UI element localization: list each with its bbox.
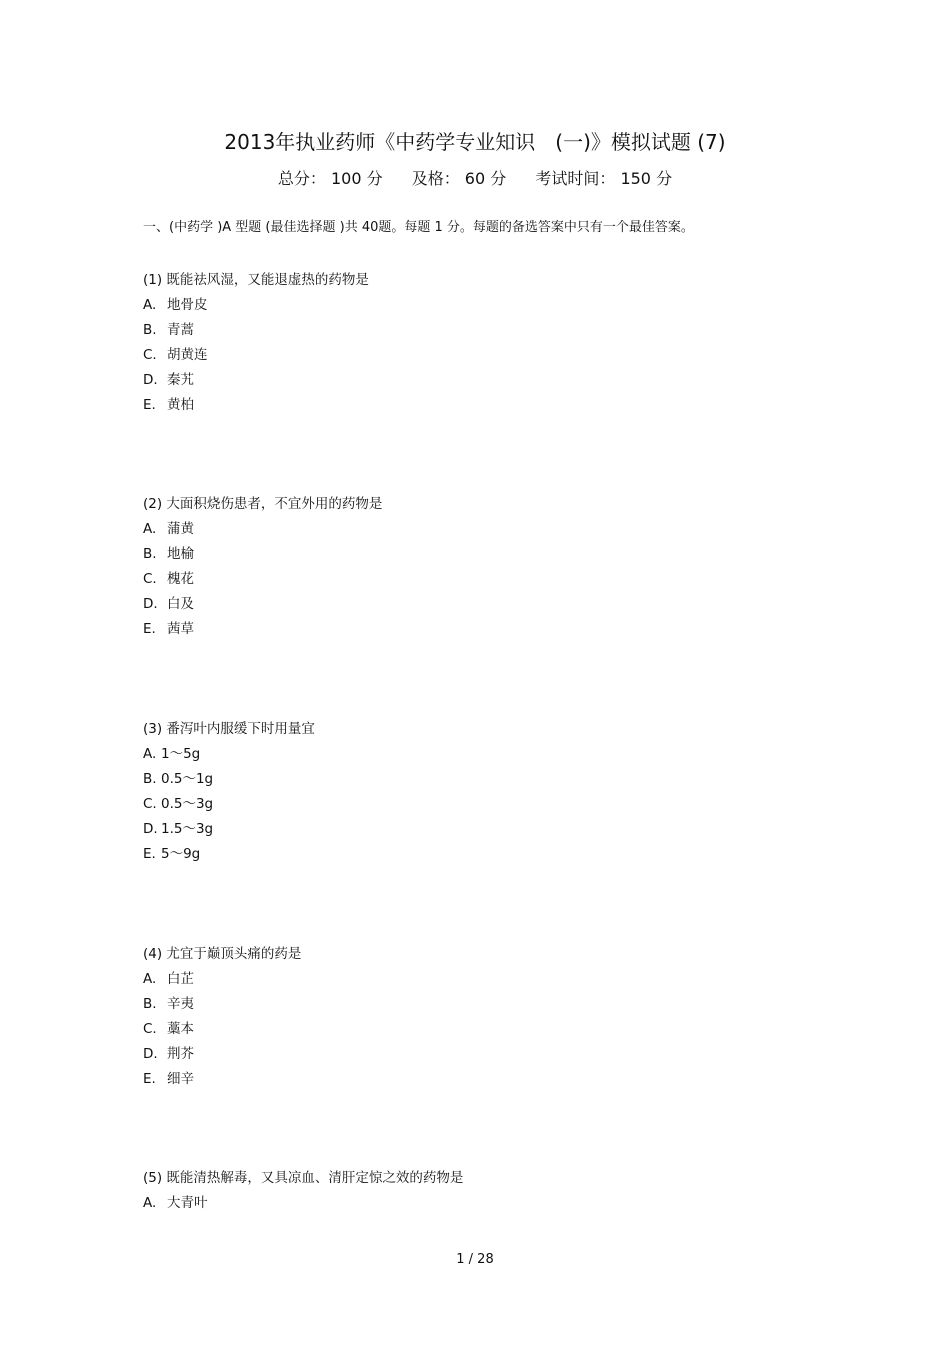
option-text: 青蒿 [167,322,194,338]
option-letter: B. [143,771,157,787]
option-text: 细辛 [167,1071,194,1087]
option-text: 辛夷 [167,996,194,1012]
option-e [143,617,843,642]
option-letter: C. [143,571,157,587]
option-c [143,792,843,817]
exam-meta [0,168,950,190]
option-text: 茜草 [167,621,194,637]
option-b [143,318,843,343]
option-letter: A. [143,746,157,762]
option-letter: E. [143,1071,156,1087]
pass-score: 及格： 60 分 [411,169,507,188]
option-e [143,842,843,867]
option-letter: B. [143,322,157,338]
option-letter: D. [143,1046,158,1062]
option-text: 蒲黄 [167,521,194,537]
option-letter: D. [143,372,158,388]
question-stem: (1) 既能祛风湿，又能退虚热的药物是 [143,272,369,288]
question-stem: (4) 尤宜于巅顶头痛的药是 [143,946,302,962]
option-letter: A. [143,1195,157,1211]
option-text: 秦艽 [167,372,194,388]
question-stem: (5) 既能清热解毒，又具凉血、清肝定惊之效的药物是 [143,1170,464,1186]
option-letter: E. [143,846,156,862]
question-stem: (2) 大面积烧伤患者，不宜外用的药物是 [143,496,383,512]
option-letter: B. [143,546,157,562]
question-3 [143,717,843,867]
option-text: 槐花 [167,571,194,587]
option-text: 黄柏 [167,397,194,413]
option-b [143,542,843,567]
question-4 [143,942,843,1092]
option-c [143,343,843,368]
option-a [143,967,843,992]
option-letter: B. [143,996,157,1012]
option-c [143,567,843,592]
option-letter: E. [143,621,156,637]
option-text: 0.5～1g [161,771,214,787]
total-score: 总分： 100 分 [277,169,383,188]
option-b [143,992,843,1017]
option-text: 0.5～3g [161,796,214,812]
option-text: 地骨皮 [167,297,208,313]
option-text: 白芷 [167,971,194,987]
option-d [143,1042,843,1067]
option-text: 大青叶 [167,1195,208,1211]
option-letter: D. [143,821,158,837]
option-a [143,1191,843,1216]
option-a [143,293,843,318]
option-letter: E. [143,397,156,413]
option-letter: C. [143,347,157,363]
option-d [143,592,843,617]
option-letter: C. [143,1021,157,1037]
option-text: 胡黄连 [167,347,208,363]
question-stem: (3) 番泻叶内服缓下时用量宜 [143,721,315,737]
option-a [143,517,843,542]
question-2 [143,492,843,642]
option-e [143,393,843,418]
option-a [143,742,843,767]
option-c [143,1017,843,1042]
option-text: 白及 [167,596,194,612]
option-letter: A. [143,297,157,313]
option-text: 藁本 [167,1021,194,1037]
option-text: 荆芥 [167,1046,194,1062]
option-text: 地榆 [167,546,194,562]
option-letter: C. [143,796,157,812]
section-heading: 一、(中药学 )A 型题 (最佳选择题 )共 40题。每题 1 分。每题的备选答案中只有一个最佳答案。 [143,220,694,235]
option-text: 1.5～3g [161,821,214,837]
page-number: 1 / 28 [456,1252,494,1267]
option-letter: A. [143,971,157,987]
option-text: 5～9g [161,846,201,862]
exam-time: 考试时间： 150 分 [535,169,673,188]
option-d [143,368,843,393]
option-letter: A. [143,521,157,537]
option-d [143,817,843,842]
option-text: 1～5g [161,746,201,762]
option-letter: D. [143,596,158,612]
page-title: 2013年执业药师《中药学专业知识 (一)》模拟试题 (7) [224,130,726,154]
question-5 [143,1166,843,1216]
question-1 [143,268,843,418]
option-b [143,767,843,792]
option-e [143,1067,843,1092]
